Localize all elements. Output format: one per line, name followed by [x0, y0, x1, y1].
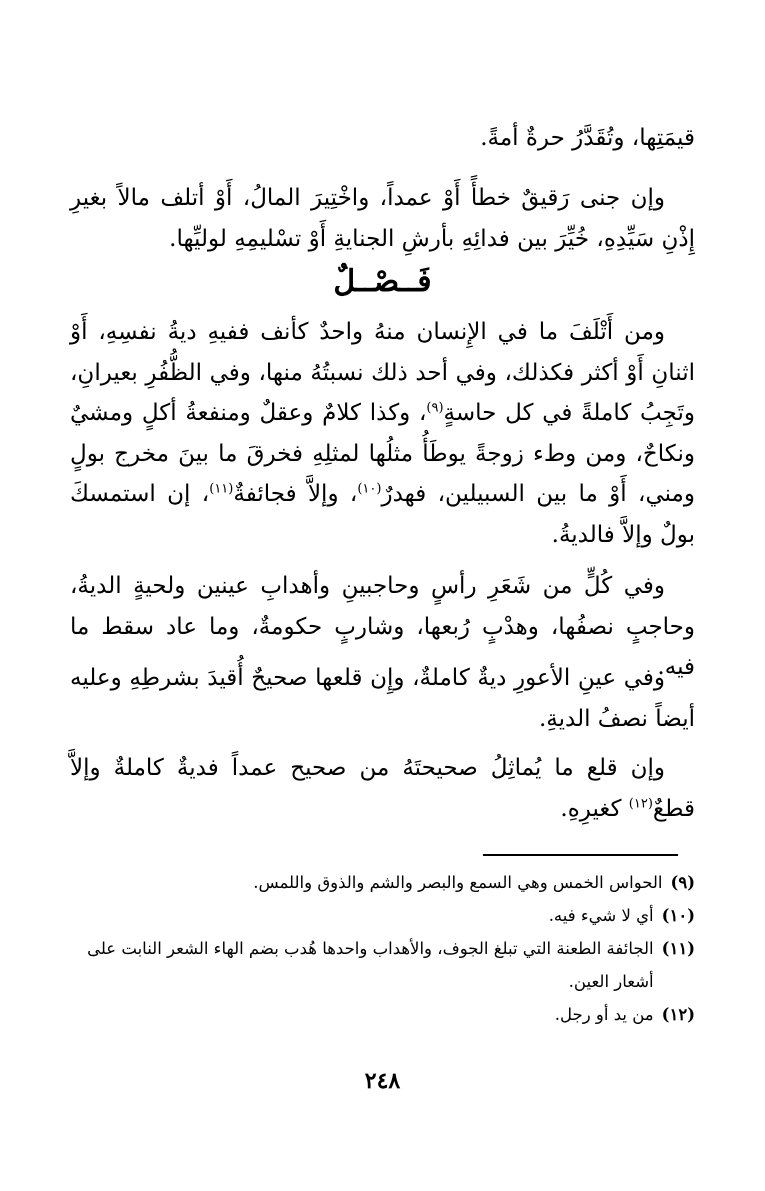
footnote-ref-10: (١٠)	[357, 481, 382, 497]
footnote-ref-11: (١١)	[209, 481, 234, 497]
footnote-item	[70, 866, 695, 899]
paragraph-text: قيمَتِها، وتُقَدَّرُ حرةٌ أمةً.	[480, 125, 695, 151]
footnote-text: من يد أو رجل.	[554, 1005, 654, 1024]
footnote-separator	[483, 854, 678, 856]
footnote-text: الجائفة الطعنة التي تبلغ الجوف، والأهداب واحدها هُدب بضم الهاء الشعر النابت على أشعار العين.	[87, 939, 654, 991]
page-number: ٢٤٨	[364, 1068, 401, 1094]
footnote-text: أي لا شيء فيه.	[548, 906, 654, 925]
footnote-number: (١١)	[661, 939, 695, 958]
text-segment: وإن قلع ما يُماثِلُ صحيحتَهُ من صحيح عمداً فديةٌ كاملةٌ وإلاَّ قطعٌ	[70, 755, 695, 822]
footnote-ref-9: (٩)	[426, 400, 444, 416]
text-segment: كغيرِهِ.	[560, 795, 629, 822]
footnote-text: الحواس الخمس وهي السمع والبصر والشم والذوق واللمس.	[253, 873, 663, 892]
paragraph-continuation	[70, 118, 695, 159]
footnote-ref-12: (١٢)	[628, 795, 653, 811]
text-segment: ، وكذا كلامٌ وعقلٌ ومنفعةُ أكلٍ ومشيٌ ونكاحٌ، ومن وطء زوجةً يوطَأُ مثلُها لمثلِهِ فخرقَ ما بينَ مخرج بولٍ ومني، أَوْ ما بين السبيلين، فهدرٌ	[70, 400, 695, 507]
footnote-item	[70, 998, 695, 1031]
paragraph-organs	[70, 312, 695, 555]
paragraph-text	[70, 755, 695, 822]
paragraph-qala	[70, 748, 695, 829]
text-segment: ، إن استمسكَ بولٌ وإلاَّ فالديةُ.	[70, 481, 695, 548]
paragraph-text	[70, 319, 695, 548]
paragraph-oneeyed	[70, 658, 695, 739]
footnote-item	[70, 899, 695, 932]
paragraph-text: وإن جنى رَقيقٌ خطأً أَوْ عمداً، واخْتِيرَ المالُ، أَوْ أتلف مالاً بغيرِ إِذْنِ سَيِّدِهِ، خُيِّرَ بين فدائِهِ بأرشِ الجنايةِ أَوْ تسْليمِهِ لوليِّها.	[70, 185, 695, 252]
section-heading: فَــصْــلٌ	[333, 264, 432, 299]
paragraph-slave-crime	[70, 178, 695, 259]
footnote-number: (٩)	[670, 873, 695, 892]
footnote-item	[70, 932, 695, 998]
footnote-number: (١٠)	[661, 906, 695, 925]
footnotes	[70, 866, 695, 1031]
text-segment: ومن أَتْلَفَ ما في الإِنسان منهُ واحدٌ كأنف ففيهِ ديةُ نفسِهِ، أَوْ اثنانِ أَوْ أكثر فكذلك، وفي أحد ذلك نسبتُهُ منها، وفي الظُّفُرِ بعيرانِ، وتَجِبُ كاملةً في كل حاسةٍ	[70, 319, 695, 426]
paragraph-text: وفي عينِ الأعورِ ديةٌ كاملةٌ، وإِن قلعها صحيحٌ أُقيدَ بشرطِهِ وعليه أيضاً نصفُ الديةِ.	[70, 665, 695, 732]
paragraph-text: وفي كُلٍّ من شَعَرِ رأسٍ وحاجبينِ وأهدابِ عينين ولحيةٍ الديةُ، وحاجبٍ نصفُها، وهدْبٍ رُبعها، وشاربٍ حكومةٌ، وما عاد سقط ما فيه.	[70, 573, 695, 680]
footnote-number: (١٢)	[661, 1005, 695, 1024]
text-segment: ، وإلاَّ فجائفةٌ	[233, 481, 358, 507]
